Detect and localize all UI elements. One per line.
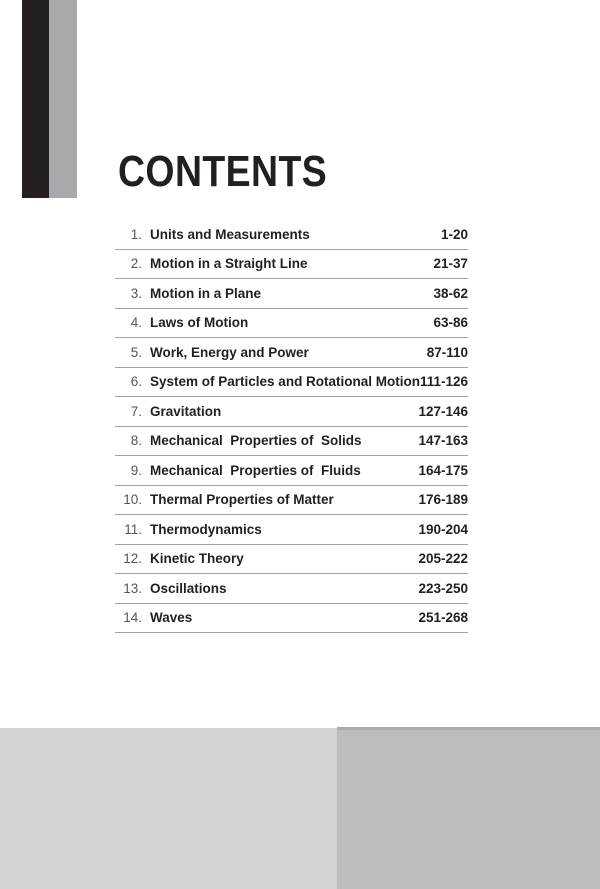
gray-accent-bar [49,0,77,198]
toc-row [115,338,468,368]
chapter-number: 4. [130,315,142,331]
toc-row [115,604,468,634]
chapter-title: Waves [150,610,193,626]
chapter-title: Kinetic Theory [150,551,244,567]
toc-row [115,397,468,427]
chapter-title: Work, Energy and Power [150,344,309,360]
chapter-number: 2. [130,256,142,272]
chapter-title: Laws of Motion [150,315,249,331]
chapter-page-range: 176-189 [418,492,468,508]
chapter-page-range: 63-86 [433,315,468,331]
chapter-page-range: 38-62 [433,285,468,301]
toc-row [115,309,468,339]
chapter-number: 11. [124,521,142,537]
chapter-number: 8. [130,433,142,449]
chapter-page-range: 223-250 [418,580,468,596]
chapter-title: Mechanical Properties of Fluids [150,462,361,478]
chapter-page-range: 1-20 [440,226,468,242]
chapter-title: Mechanical Properties of Solids [150,433,362,449]
toc-row [115,515,468,545]
chapter-title: Thermodynamics [150,521,262,537]
chapter-number: 13. [123,580,142,596]
chapter-title: Motion in a Plane [150,285,262,301]
toc-row [115,220,468,250]
chapter-title: Units and Measurements [150,226,310,242]
toc-row [115,368,468,398]
chapter-page-range: 251-268 [418,610,468,626]
chapter-number: 14. [123,610,142,626]
footer-left-block [0,728,337,889]
toc-row [115,250,468,280]
toc-row [115,427,468,457]
chapter-title: Oscillations [150,580,227,596]
chapter-title: System of Particles and Rotational Motion [150,374,420,390]
chapter-number: 1. [130,226,142,242]
page-title: CONTENTS [118,147,328,196]
toc-row [115,279,468,309]
chapter-page-range: 111-126 [419,374,468,390]
chapter-number: 12. [123,551,142,567]
chapter-number: 6. [130,374,142,390]
chapter-page-range: 190-204 [418,521,468,537]
chapter-number: 5. [130,344,142,360]
toc-row [115,456,468,486]
chapter-title: Motion in a Straight Line [150,256,308,272]
chapter-page-range: 164-175 [418,462,468,478]
chapter-page-range: 205-222 [418,551,468,567]
chapter-number: 7. [130,403,142,419]
footer-right-block [337,727,600,889]
chapter-number: 9. [130,462,142,478]
chapter-page-range: 147-163 [418,433,468,449]
toc-row [115,545,468,575]
chapter-number: 10. [123,492,142,508]
chapter-page-range: 87-110 [426,344,468,360]
chapter-title: Gravitation [150,403,222,419]
chapter-title: Thermal Properties of Matter [150,492,334,508]
toc-row [115,486,468,516]
chapter-page-range: 21-37 [433,256,468,272]
chapter-page-range: 127-146 [418,403,468,419]
toc-list [115,220,468,633]
chapter-number: 3. [130,285,142,301]
toc-row [115,574,468,604]
black-accent-bar [22,0,49,198]
